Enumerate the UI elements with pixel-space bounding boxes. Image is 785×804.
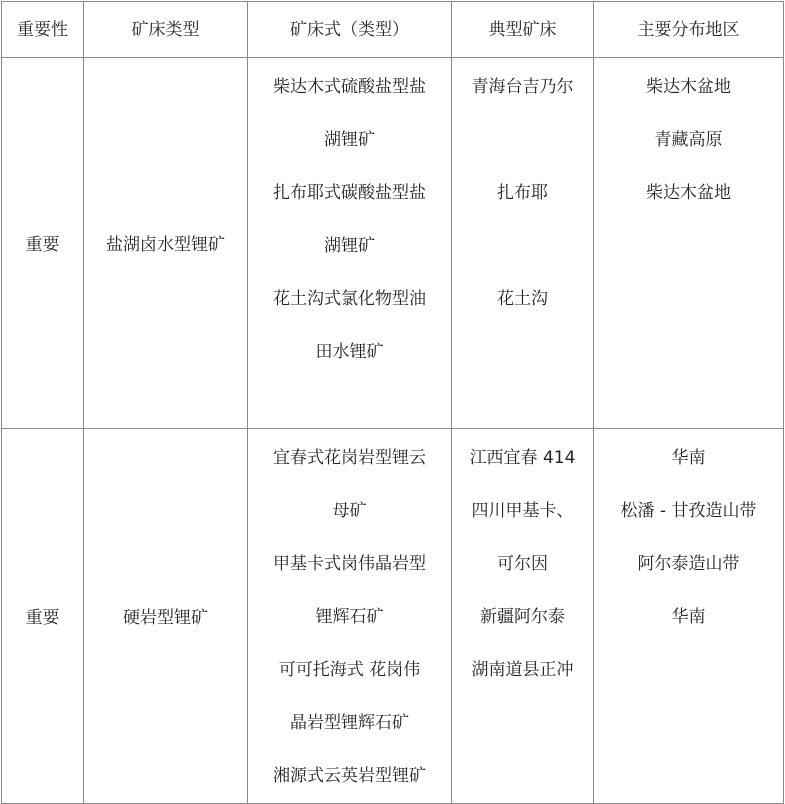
spacer bbox=[452, 114, 593, 167]
cell-deposit-model bbox=[248, 58, 452, 429]
header-importance: 重要性 bbox=[2, 2, 84, 58]
cell-importance: 重要 bbox=[2, 429, 84, 804]
model-line: 湘源式云英岩型锂矿 bbox=[273, 766, 426, 786]
region-line: 柴达木盆地 bbox=[646, 77, 731, 97]
cell-importance: 重要 bbox=[2, 58, 84, 429]
model-line: 可可托海式 花岗伟 bbox=[278, 660, 421, 680]
model-line: 甲基卡式岗伟晶岩型 bbox=[273, 554, 426, 574]
typical-line: 新疆阿尔泰 bbox=[480, 607, 565, 627]
cell-distribution-region bbox=[594, 58, 784, 429]
cell-distribution-region bbox=[594, 429, 784, 804]
header-row bbox=[2, 2, 784, 58]
model-line: 花土沟式氯化物型油 bbox=[273, 289, 426, 309]
region-line: 青藏高原 bbox=[654, 130, 723, 150]
model-line: 宜春式花岗岩型锂云 bbox=[273, 448, 426, 468]
typical-line: 青海台吉乃尔 bbox=[471, 77, 574, 97]
spacer bbox=[452, 220, 593, 273]
model-line: 柴达木式硫酸盐型盐 bbox=[273, 77, 426, 97]
typical-line: 可尔因 bbox=[497, 554, 548, 574]
lithium-deposit-table bbox=[1, 1, 784, 804]
table-row bbox=[2, 429, 784, 804]
header-distribution-region: 主要分布地区 bbox=[594, 2, 784, 58]
header-deposit-type: 矿床类型 bbox=[84, 2, 248, 58]
typical-line: 扎布耶 bbox=[497, 183, 548, 203]
model-line: 锂辉石矿 bbox=[315, 607, 384, 627]
header-deposit-model: 矿床式（类型） bbox=[248, 2, 452, 58]
model-line: 晶岩型锂辉石矿 bbox=[290, 713, 409, 733]
model-line: 湖锂矿 bbox=[324, 236, 375, 256]
cell-typical-deposit bbox=[452, 429, 594, 804]
header-typical-deposit: 典型矿床 bbox=[452, 2, 594, 58]
cell-deposit-type: 盐湖卤水型锂矿 bbox=[84, 58, 248, 429]
cell-typical-deposit bbox=[452, 58, 594, 429]
typical-line: 湖南道县正冲 bbox=[471, 660, 574, 680]
typical-line: 四川甲基卡、 bbox=[471, 501, 574, 521]
model-line: 田水锂矿 bbox=[315, 342, 384, 362]
model-line: 湖锂矿 bbox=[324, 130, 375, 150]
region-line: 阿尔泰造山带 bbox=[637, 554, 740, 574]
model-line: 母矿 bbox=[332, 501, 367, 521]
model-line: 扎布耶式碳酸盐型盐 bbox=[273, 183, 426, 203]
typical-line: 江西宜春 414 bbox=[469, 448, 576, 468]
cell-deposit-type: 硬岩型锂矿 bbox=[84, 429, 248, 804]
table-row bbox=[2, 58, 784, 429]
region-line: 松潘 - 甘孜造山带 bbox=[620, 501, 757, 521]
cell-deposit-model bbox=[248, 429, 452, 804]
region-line: 华南 bbox=[671, 448, 706, 468]
region-line: 华南 bbox=[671, 607, 706, 627]
typical-line: 花土沟 bbox=[497, 289, 548, 309]
region-line: 柴达木盆地 bbox=[646, 183, 731, 203]
